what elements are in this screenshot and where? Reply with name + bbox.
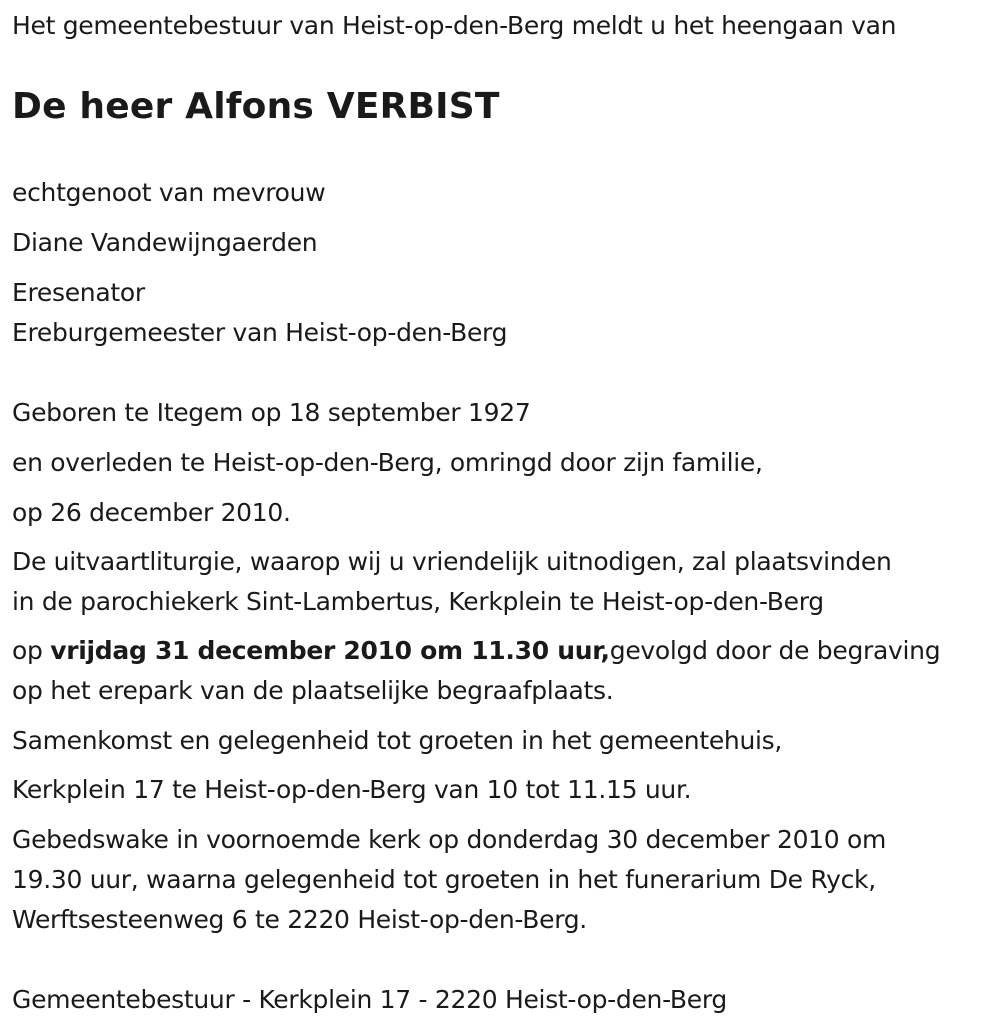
wake-line-2: 19.30 uur, waarna gelegenheid tot groeten in het funerarium De Ryck,	[12, 865, 876, 894]
gathering-line-2: Kerkplein 17 te Heist-op-den-Berg van 10 tot 11.15 uur.	[12, 775, 692, 804]
funeral-line-2: in de parochiekerk Sint-Lambertus, Kerkplein te Heist-op-den-Berg	[12, 587, 824, 616]
funeral-date-line	[12, 631, 940, 671]
wake-line-3: Werftsesteenweg 6 te 2220 Heist-op-den-Berg.	[12, 905, 587, 934]
date-suffix: gevolgd door de begraving	[609, 636, 941, 665]
title-senator: Eresenator	[12, 278, 145, 307]
deceased-name: De heer Alfons VERBIST	[12, 86, 500, 127]
funeral-date: vrijdag 31 december 2010 om 11.30 uur,	[50, 636, 610, 665]
funeral-line-1: De uitvaartliturgie, waarop wij u vriendelijk uitnodigen, zal plaatsvinden	[12, 547, 892, 576]
title-mayor: Ereburgemeester van Heist-op-den-Berg	[12, 318, 508, 347]
footer-address: Gemeentebestuur - Kerkplein 17 - 2220 Heist-op-den-Berg	[12, 985, 727, 1014]
wake-line-1: Gebedswake in voornoemde kerk op donderdag 30 december 2010 om	[12, 825, 887, 854]
birth-line: Geboren te Itegem op 18 september 1927	[12, 398, 531, 427]
gathering-line-1: Samenkomst en gelegenheid tot groeten in het gemeentehuis,	[12, 726, 783, 755]
spouse-line: echtgenoot van mevrouw	[12, 178, 326, 207]
spouse-name: Diane Vandewijngaerden	[12, 228, 318, 257]
intro-text: Het gemeentebestuur van Heist-op-den-Berg meldt u het heengaan van	[12, 11, 897, 40]
death-line-1: en overleden te Heist-op-den-Berg, omringd door zijn familie,	[12, 448, 763, 477]
death-line-2: op 26 december 2010.	[12, 498, 291, 527]
date-prefix: op	[12, 636, 51, 665]
burial-line: op het erepark van de plaatselijke begraafplaats.	[12, 676, 614, 705]
